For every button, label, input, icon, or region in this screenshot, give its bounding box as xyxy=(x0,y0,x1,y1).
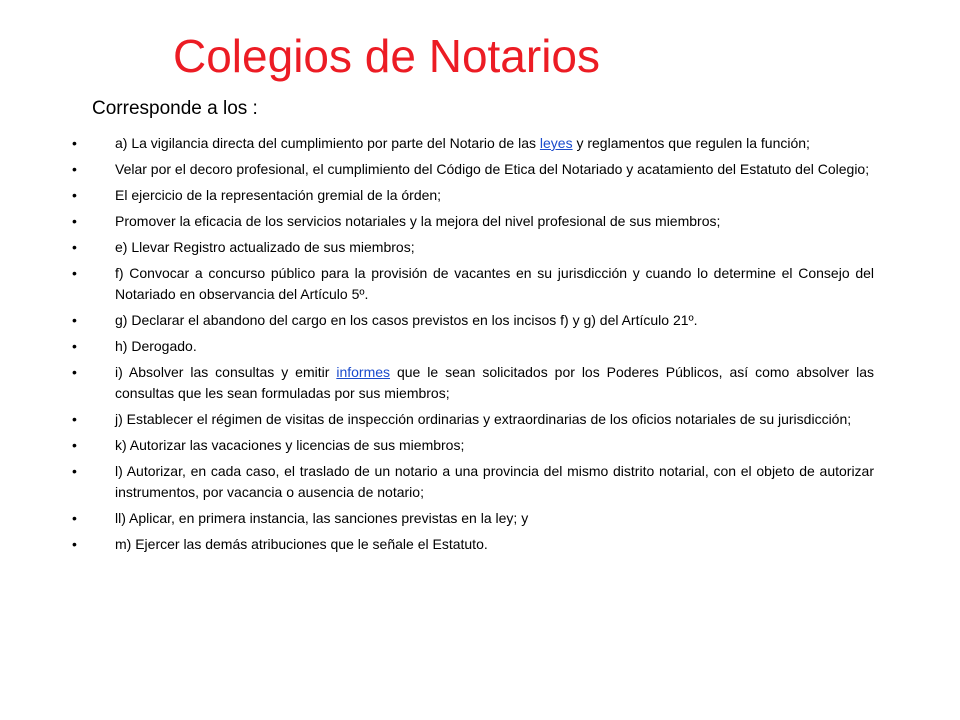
item-text: h) Derogado. xyxy=(115,338,197,354)
bullet-icon: • xyxy=(72,312,77,328)
bullet-icon: • xyxy=(72,364,77,380)
bullet-icon: • xyxy=(72,437,77,453)
bullet-icon: • xyxy=(72,213,77,229)
list-item xyxy=(72,508,874,529)
item-text: j) Establecer el régimen de visitas de inspección ordinarias y extraordinarias de los oficios notariales de su jurisdicción; xyxy=(115,411,852,427)
informes-link[interactable]: informes xyxy=(336,364,391,380)
item-text: El ejercicio de la representación gremial de la órden; xyxy=(115,187,442,203)
list-item xyxy=(72,310,874,331)
bullet-icon: • xyxy=(72,187,77,203)
item-text: y reglamentos que regulen la función; xyxy=(572,135,810,151)
item-text: k) Autorizar las vacaciones y licencias de sus miembros; xyxy=(115,437,465,453)
item-text: ll) Aplicar, en primera instancia, las sanciones previstas en la ley; y xyxy=(115,510,529,526)
item-text: f) Convocar a concurso público para la provisión de vacantes en su jurisdicción y cuando lo determine el Consejo del Notariado en observancia del Artículo 5º. xyxy=(115,265,874,302)
bullet-icon: • xyxy=(72,135,77,151)
leyes-link[interactable]: leyes xyxy=(539,135,573,151)
list-item xyxy=(72,185,874,206)
list-item xyxy=(72,362,874,404)
list-item xyxy=(72,159,874,180)
list-item xyxy=(72,263,874,305)
list-item xyxy=(72,211,874,232)
bullet-icon: • xyxy=(72,338,77,354)
list-item xyxy=(72,534,874,555)
item-text: a) La vigilancia directa del cumplimiento por parte del Notario de las xyxy=(115,135,540,151)
bullet-icon: • xyxy=(72,463,77,479)
bullet-icon: • xyxy=(72,411,77,427)
bullet-icon: • xyxy=(72,239,77,255)
bullet-icon: • xyxy=(72,510,77,526)
slide-title: Colegios de Notarios xyxy=(173,30,601,82)
item-text: m) Ejercer las demás atribuciones que le señale el Estatuto. xyxy=(115,536,488,552)
list-item xyxy=(72,409,874,430)
bullet-icon: • xyxy=(72,161,77,177)
list-item xyxy=(72,133,874,154)
item-text: l) Autorizar, en cada caso, el traslado de un notario a una provincia del mismo distrito notarial, con el objeto de autorizar instrumentos, por vacancia o ausencia de notario; xyxy=(115,463,874,500)
list-item xyxy=(72,435,874,456)
item-text: Velar por el decoro profesional, el cumplimiento del Código de Etica del Notariado y acatamiento del Estatuto del Colegio; xyxy=(115,161,870,177)
bullet-icon: • xyxy=(72,536,77,552)
bullet-icon: • xyxy=(72,265,77,281)
item-text: e) Llevar Registro actualizado de sus miembros; xyxy=(115,239,415,255)
list-item xyxy=(72,336,874,357)
item-text: que le sean solicitados por los Poderes Públicos, así como absolver las consultas que les sean formuladas por sus miembros; xyxy=(115,364,874,401)
list-item xyxy=(72,461,874,503)
slide-subtitle: Corresponde a los : xyxy=(92,98,258,119)
item-text: i) Absolver las consultas y emitir xyxy=(115,364,337,380)
item-text: Promover la eficacia de los servicios notariales y la mejora del nivel profesional de sus miembros; xyxy=(115,213,721,229)
item-text: g) Declarar el abandono del cargo en los casos previstos en los incisos f) y g) del Artículo 21º. xyxy=(115,312,698,328)
list-item xyxy=(72,237,874,258)
bullet-list xyxy=(72,133,874,560)
